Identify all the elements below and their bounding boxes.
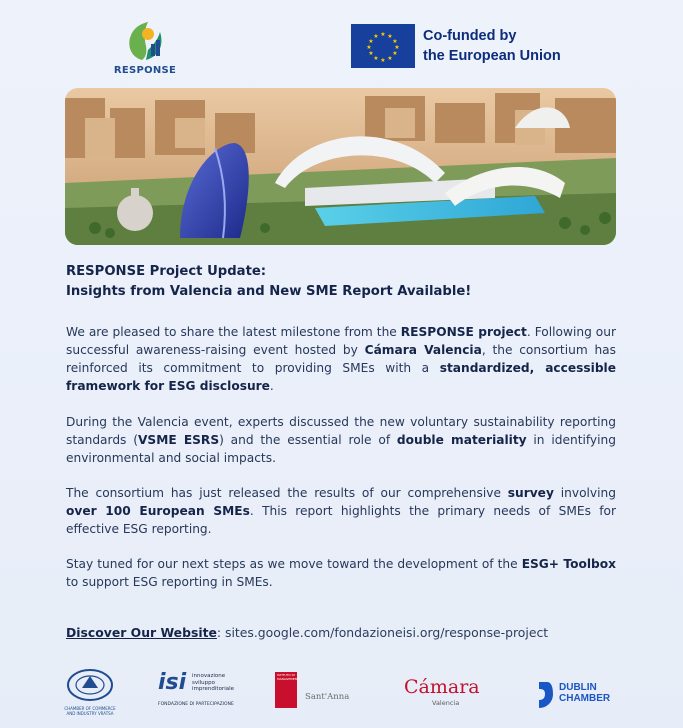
- article-title: [66, 262, 616, 302]
- text-run-bold: double materiality: [396, 433, 527, 447]
- text-run-bold: RESPONSE project: [400, 325, 527, 339]
- svg-text:★: ★: [387, 55, 393, 62]
- svg-text:★: ★: [373, 33, 379, 40]
- isi-line1: innovazione: [192, 673, 226, 679]
- text-run: involving: [553, 486, 616, 500]
- svg-text:★: ★: [380, 57, 386, 64]
- text-run: .: [269, 379, 274, 393]
- text-run: , the consortium has reinforced its commitment to providing SMEs with a: [66, 343, 616, 375]
- svg-text:★: ★: [392, 50, 398, 57]
- response-logo-text: RESPONSE: [113, 65, 177, 76]
- vratsa-emblem-icon: [64, 668, 116, 702]
- dublin-chamber-logo: [537, 668, 617, 714]
- isi-line2: sviluppo: [192, 679, 216, 686]
- svg-text:★: ★: [366, 44, 372, 51]
- website-separator: :: [216, 625, 222, 640]
- text-run-bold: survey: [507, 486, 554, 500]
- website-line: [66, 624, 626, 642]
- paragraph-valencia-event: [66, 413, 616, 467]
- text-run-bold: ESG+ Toolbox: [521, 557, 616, 571]
- santanna-small-text: ISTITUTO DI MANAGEMENT: [277, 673, 299, 681]
- camara-valencia-logo: [404, 668, 494, 714]
- eu-text-line1: Co-funded by: [423, 28, 517, 44]
- article-title-line2: Insights from Valencia and New SME Report Available!: [66, 284, 472, 299]
- website-link-label[interactable]: Discover Our Website: [66, 625, 217, 640]
- isi-line3: imprenditoriale: [192, 686, 234, 692]
- camara-city: Valencia: [432, 699, 460, 707]
- dublin-line2: CHAMBER: [559, 693, 611, 704]
- svg-text:★: ★: [373, 55, 379, 62]
- santanna-logo: [275, 668, 367, 714]
- isi-subtitle: FONDAZIONE DI PARTECIPAZIONE: [158, 702, 234, 707]
- partner-logos: [0, 668, 683, 718]
- santanna-name: Sant'Anna: [305, 692, 350, 702]
- svg-text:★: ★: [392, 38, 398, 45]
- valencia-aerial-photo: [65, 88, 616, 245]
- text-run-bold: Cámara Valencia: [364, 343, 482, 357]
- vratsa-chamber-logo: [64, 668, 116, 714]
- paragraph-next-steps: [66, 555, 616, 591]
- text-run: . This report highlights the primary needs of SMEs for effective ESG reporting.: [66, 504, 616, 536]
- vratsa-chamber-text: CHAMBER OF COMMERCE AND INDUSTRY VRATSA: [64, 706, 116, 716]
- text-run: The consortium has just released the results of our comprehensive: [66, 486, 508, 500]
- text-run: Stay tuned for our next steps as we move toward the development of the: [66, 557, 522, 571]
- eu-flag-icon: [351, 24, 415, 68]
- svg-text:★: ★: [368, 38, 374, 45]
- svg-text:★: ★: [387, 33, 393, 40]
- paragraph-survey: [66, 484, 616, 538]
- eu-text-line2: the European Union: [423, 48, 561, 64]
- santanna-red-block-icon: [275, 672, 297, 708]
- svg-text:★: ★: [394, 44, 400, 51]
- text-run-bold: VSME ESRS: [137, 433, 220, 447]
- article-title-line1: RESPONSE Project Update:: [66, 264, 267, 279]
- text-run: During the Valencia event, experts discussed the new voluntary sustainability reporting standards (: [66, 415, 616, 447]
- isi-mark: isi: [158, 670, 187, 695]
- header: [0, 0, 683, 86]
- camara-name: Cámara: [404, 676, 480, 698]
- text-run: to support ESG reporting in SMEs.: [66, 575, 273, 589]
- text-run: . Following our successful awareness-raising event hosted by: [66, 325, 616, 357]
- isi-foundation-logo: [158, 668, 258, 714]
- paragraph-milestone: [66, 323, 616, 395]
- text-run-bold: over 100 European SMEs: [66, 504, 250, 518]
- svg-text:★: ★: [380, 31, 386, 38]
- text-run: We are pleased to share the latest milestone from the: [66, 325, 401, 339]
- text-run: ) and the essential role of: [219, 433, 397, 447]
- dublin-line1: DUBLIN: [559, 682, 597, 693]
- text-run: in identifying environmental and social impacts.: [66, 433, 616, 465]
- article: [66, 262, 616, 589]
- svg-text:★: ★: [368, 50, 374, 57]
- text-run-bold: standardized, accessible framework for ESG disclosure: [66, 361, 616, 393]
- website-url-link[interactable]: sites.google.com/fondazioneisi.org/response-project: [221, 625, 549, 640]
- response-logo: [112, 20, 178, 82]
- dublin-chamber-mark-icon: [537, 680, 555, 710]
- response-leaf-icon: [124, 20, 166, 64]
